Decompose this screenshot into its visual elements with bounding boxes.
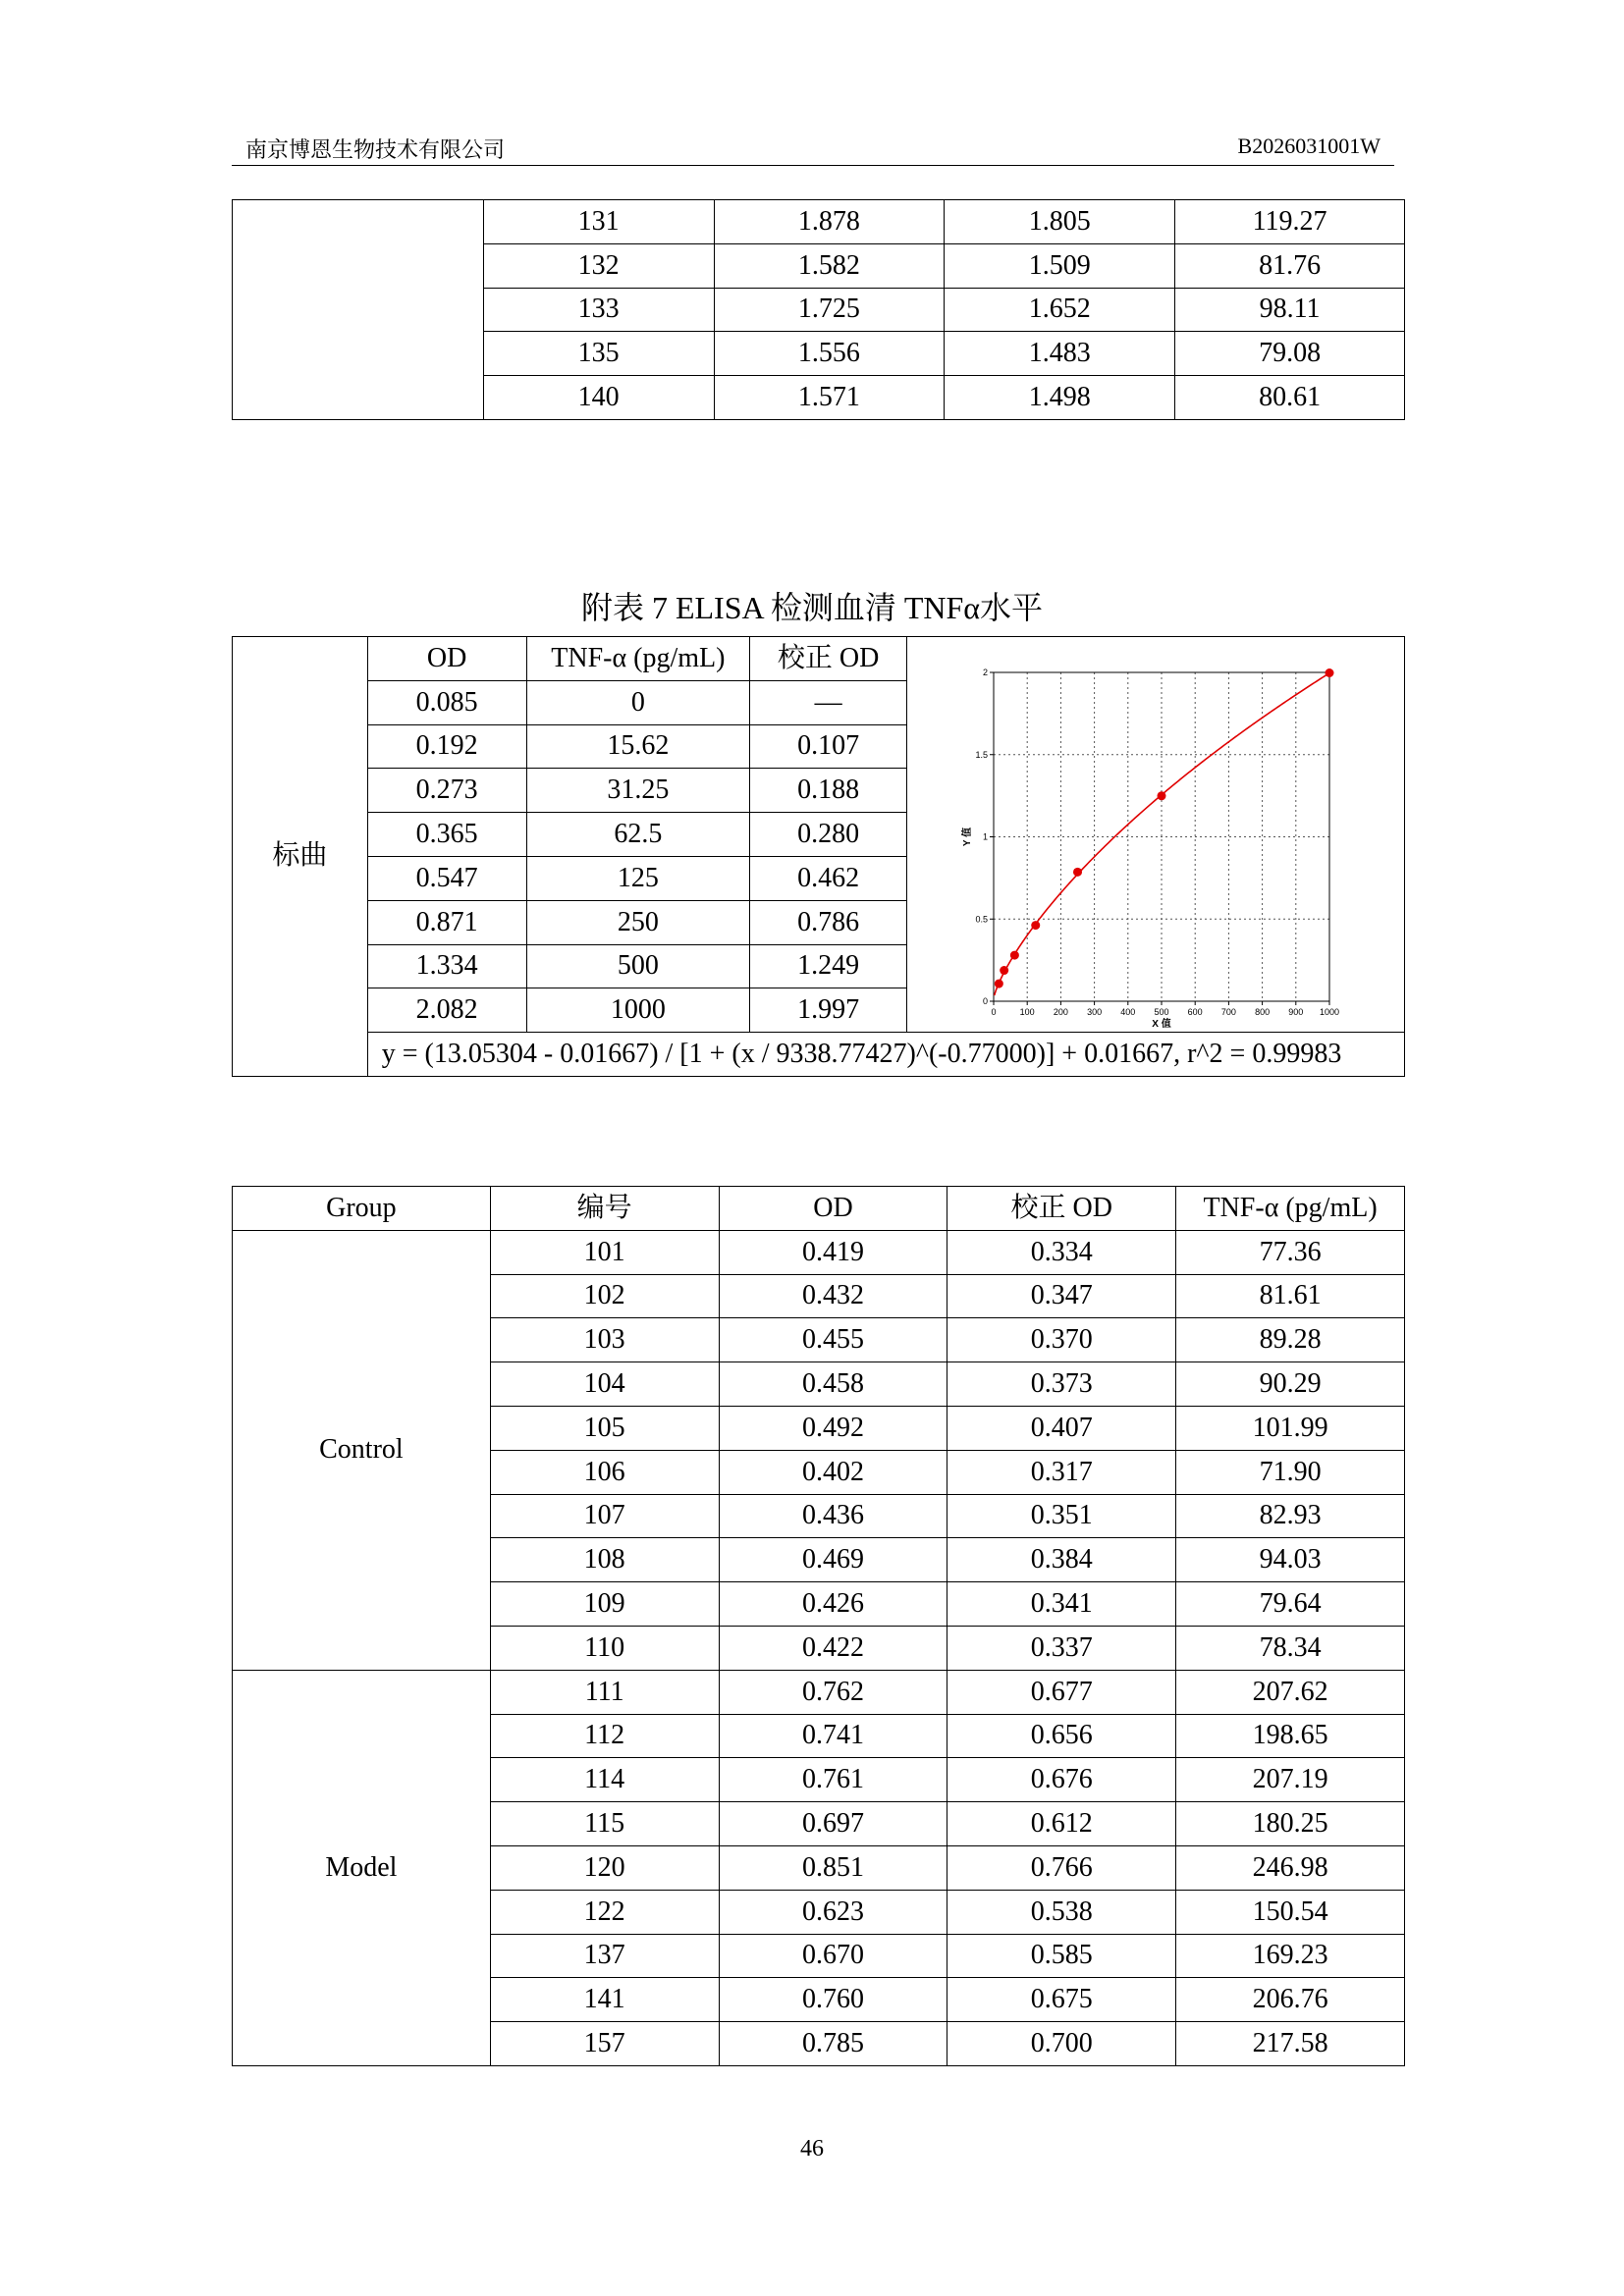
table-cell: 0.337 bbox=[947, 1626, 1176, 1670]
table-cell: 0.670 bbox=[719, 1934, 947, 1978]
column-header: TNF-α (pg/mL) bbox=[526, 637, 750, 681]
table-cell: 0.317 bbox=[947, 1450, 1176, 1494]
table-cell: 217.58 bbox=[1176, 2022, 1405, 2066]
table-cell: 2.082 bbox=[367, 988, 526, 1033]
group-label: Model bbox=[233, 1670, 491, 2065]
table-cell: 81.76 bbox=[1175, 243, 1405, 288]
table-cell: 0 bbox=[526, 680, 750, 724]
table-cell: 94.03 bbox=[1176, 1538, 1405, 1582]
x-tick-label: 800 bbox=[1255, 1006, 1271, 1017]
table-cell: 0.407 bbox=[947, 1406, 1176, 1450]
table-cell: 0.676 bbox=[947, 1758, 1176, 1802]
data-point bbox=[1157, 791, 1165, 800]
table-cell: 207.19 bbox=[1176, 1758, 1405, 1802]
fit-curve-line bbox=[995, 672, 1329, 994]
x-tick-label: 700 bbox=[1220, 1006, 1236, 1017]
table-cell: 0.426 bbox=[719, 1582, 947, 1627]
data-point bbox=[1010, 950, 1019, 959]
data-point bbox=[1325, 668, 1333, 677]
data-point bbox=[995, 979, 1003, 988]
table-cell: 31.25 bbox=[526, 769, 750, 813]
y-tick-label: 0.5 bbox=[975, 913, 988, 924]
page-number: 46 bbox=[800, 2136, 824, 2162]
table-cell: 0.351 bbox=[947, 1494, 1176, 1538]
table-cell: — bbox=[750, 680, 907, 724]
table-cell: 0.422 bbox=[719, 1626, 947, 1670]
table-cell: 105 bbox=[490, 1406, 719, 1450]
table-cell: 207.62 bbox=[1176, 1670, 1405, 1714]
table-cell: 0.492 bbox=[719, 1406, 947, 1450]
table-cell: 106 bbox=[490, 1450, 719, 1494]
x-tick-label: 500 bbox=[1154, 1006, 1169, 1017]
table-cell: 246.98 bbox=[1176, 1845, 1405, 1890]
table-cell: 0.547 bbox=[367, 856, 526, 900]
table-cell: 1.582 bbox=[714, 243, 945, 288]
table-cell: 0.462 bbox=[750, 856, 907, 900]
table-cell: 0.188 bbox=[750, 769, 907, 813]
table-cell: 115 bbox=[490, 1802, 719, 1846]
table-header-row bbox=[233, 637, 1405, 681]
table-cell: 112 bbox=[490, 1714, 719, 1758]
standard-curve-chart-cell bbox=[906, 637, 1404, 1033]
table-cell: 0.384 bbox=[947, 1538, 1176, 1582]
table-cell: 81.61 bbox=[1176, 1274, 1405, 1318]
table-cell: 1.498 bbox=[945, 376, 1175, 420]
table-cell: 111 bbox=[490, 1670, 719, 1714]
table-cell: 122 bbox=[490, 1890, 719, 1934]
table-cell: 120 bbox=[490, 1845, 719, 1890]
column-header: TNF-α (pg/mL) bbox=[1176, 1187, 1405, 1231]
table-cell: 0.455 bbox=[719, 1318, 947, 1362]
table-cell: 0.280 bbox=[750, 813, 907, 857]
x-tick-label: 200 bbox=[1053, 1006, 1068, 1017]
table-cell: 0.347 bbox=[947, 1274, 1176, 1318]
table-cell: 0.675 bbox=[947, 1978, 1176, 2022]
table-cell: 132 bbox=[483, 243, 714, 288]
table-cell: 206.76 bbox=[1176, 1978, 1405, 2022]
table-cell: 169.23 bbox=[1176, 1934, 1405, 1978]
table-cell: 1.725 bbox=[714, 288, 945, 332]
group-label: Control bbox=[233, 1230, 491, 1670]
table-cell: 198.65 bbox=[1176, 1714, 1405, 1758]
table-cell: 1.571 bbox=[714, 376, 945, 420]
table-cell: 0.785 bbox=[719, 2022, 947, 2066]
table-cell: 82.93 bbox=[1176, 1494, 1405, 1538]
fit-equation: y = (13.05304 - 0.01667) / [1 + (x / 9338.77427)^(-0.77000)] + 0.01667, r^2 = 0.99983 bbox=[367, 1033, 1404, 1077]
table-cell: 0.538 bbox=[947, 1890, 1176, 1934]
column-header: 编号 bbox=[490, 1187, 719, 1231]
table-cell: 0.432 bbox=[719, 1274, 947, 1318]
table-cell: 79.08 bbox=[1175, 332, 1405, 376]
page-header bbox=[232, 130, 1394, 166]
table-cell: 110 bbox=[490, 1626, 719, 1670]
table-cell: 0.656 bbox=[947, 1714, 1176, 1758]
table-cell: 0.334 bbox=[947, 1230, 1176, 1274]
document-id: B2026031001W bbox=[1237, 133, 1380, 158]
x-tick-label: 300 bbox=[1087, 1006, 1103, 1017]
table-cell: 0.697 bbox=[719, 1802, 947, 1846]
table-cell: 0.085 bbox=[367, 680, 526, 724]
table-cell: 1.652 bbox=[945, 288, 1175, 332]
table-cell: 250 bbox=[526, 900, 750, 944]
table-cell: 78.34 bbox=[1176, 1626, 1405, 1670]
table-cell: 0.762 bbox=[719, 1670, 947, 1714]
column-header: OD bbox=[367, 637, 526, 681]
table-cell: 0.341 bbox=[947, 1582, 1176, 1627]
y-tick-label: 1.5 bbox=[975, 749, 988, 760]
x-tick-label: 400 bbox=[1120, 1006, 1136, 1017]
table-cell: 0.192 bbox=[367, 724, 526, 769]
table-cell: 180.25 bbox=[1176, 1802, 1405, 1846]
table-cell: 0.612 bbox=[947, 1802, 1176, 1846]
table-cell: 0.436 bbox=[719, 1494, 947, 1538]
table-cell: 103 bbox=[490, 1318, 719, 1362]
table-cell: 150.54 bbox=[1176, 1890, 1405, 1934]
table-cell: 107 bbox=[490, 1494, 719, 1538]
table-cell: 102 bbox=[490, 1274, 719, 1318]
table-cell: 0.700 bbox=[947, 2022, 1176, 2066]
table-cell: 0.107 bbox=[750, 724, 907, 769]
data-point bbox=[1073, 867, 1082, 876]
table-cell: 101 bbox=[490, 1230, 719, 1274]
table-cell: 1.509 bbox=[945, 243, 1175, 288]
x-axis-label: X 值 bbox=[1152, 1018, 1171, 1029]
column-header: 校正 OD bbox=[947, 1187, 1176, 1231]
x-tick-label: 900 bbox=[1288, 1006, 1304, 1017]
table-cell: 1.878 bbox=[714, 200, 945, 244]
x-tick-label: 600 bbox=[1187, 1006, 1203, 1017]
table-cell: 141 bbox=[490, 1978, 719, 2022]
table-cell: 0.469 bbox=[719, 1538, 947, 1582]
table-cell: 0.373 bbox=[947, 1362, 1176, 1407]
y-tick-label: 1 bbox=[982, 831, 988, 842]
x-tick-label: 100 bbox=[1019, 1006, 1035, 1017]
table-cell: 0.761 bbox=[719, 1758, 947, 1802]
table-cell: 104 bbox=[490, 1362, 719, 1407]
table-cell: 119.27 bbox=[1175, 200, 1405, 244]
table-cell: 71.90 bbox=[1176, 1450, 1405, 1494]
table-cell: 0.871 bbox=[367, 900, 526, 944]
y-axis-label: Y 值 bbox=[961, 827, 973, 846]
table-cell: 0.786 bbox=[750, 900, 907, 944]
table-cell: 0.419 bbox=[719, 1230, 947, 1274]
column-header: OD bbox=[719, 1187, 947, 1231]
table-cell: 0.741 bbox=[719, 1714, 947, 1758]
table-cell: 0.851 bbox=[719, 1845, 947, 1890]
table-cell: 62.5 bbox=[526, 813, 750, 857]
table-cell: 101.99 bbox=[1176, 1406, 1405, 1450]
table-cell: 98.11 bbox=[1175, 288, 1405, 332]
y-tick-label: 2 bbox=[982, 667, 988, 677]
x-tick-label: 0 bbox=[991, 1006, 997, 1017]
table-cell: 79.64 bbox=[1176, 1582, 1405, 1627]
column-header: Group bbox=[233, 1187, 491, 1231]
table-cell: 0.273 bbox=[367, 769, 526, 813]
x-tick-label: 1000 bbox=[1319, 1006, 1339, 1017]
table-cell: 1.249 bbox=[750, 944, 907, 988]
table-cell: 500 bbox=[526, 944, 750, 988]
table-cell: 114 bbox=[490, 1758, 719, 1802]
table-cell: 157 bbox=[490, 2022, 719, 2066]
table-cell: 0.766 bbox=[947, 1845, 1176, 1890]
table-cell: 125 bbox=[526, 856, 750, 900]
table-cell: 0.585 bbox=[947, 1934, 1176, 1978]
table-cell: 131 bbox=[483, 200, 714, 244]
table-cell: 1.483 bbox=[945, 332, 1175, 376]
table-row bbox=[233, 1230, 1405, 1274]
table-cell: 80.61 bbox=[1175, 376, 1405, 420]
table-cell: 0.370 bbox=[947, 1318, 1176, 1362]
table-cell: 90.29 bbox=[1176, 1362, 1405, 1407]
company-name: 南京博恩生物技术有限公司 bbox=[245, 137, 506, 162]
table-cell: 133 bbox=[483, 288, 714, 332]
table-cell: 0.365 bbox=[367, 813, 526, 857]
table-row bbox=[233, 1670, 1405, 1714]
table-cell: 1.334 bbox=[367, 944, 526, 988]
table-header-row bbox=[233, 1187, 1405, 1231]
table-caption: 附表 7 ELISA 检测血清 TNFα水平 bbox=[580, 590, 1044, 625]
group-cell-empty bbox=[233, 200, 484, 420]
table-cell: 0.760 bbox=[719, 1978, 947, 2022]
column-header: 校正 OD bbox=[750, 637, 907, 681]
data-point bbox=[1000, 966, 1008, 975]
table-cell: 137 bbox=[490, 1934, 719, 1978]
sample-results-table bbox=[232, 1186, 1405, 2066]
table-cell: 15.62 bbox=[526, 724, 750, 769]
group-label-standard: 标曲 bbox=[233, 637, 368, 1077]
table-cell: 109 bbox=[490, 1582, 719, 1627]
standard-curve-table bbox=[232, 636, 1405, 1077]
data-point bbox=[1031, 921, 1040, 930]
table-row bbox=[233, 200, 1405, 244]
continued-data-table bbox=[232, 199, 1405, 420]
table-cell: 1.556 bbox=[714, 332, 945, 376]
table-cell: 135 bbox=[483, 332, 714, 376]
table-cell: 0.402 bbox=[719, 1450, 947, 1494]
table-cell: 77.36 bbox=[1176, 1230, 1405, 1274]
equation-row bbox=[233, 1033, 1405, 1077]
table-cell: 1000 bbox=[526, 988, 750, 1033]
table-cell: 108 bbox=[490, 1538, 719, 1582]
table-cell: 0.677 bbox=[947, 1670, 1176, 1714]
table-cell: 1.997 bbox=[750, 988, 907, 1033]
table-cell: 140 bbox=[483, 376, 714, 420]
table-cell: 0.458 bbox=[719, 1362, 947, 1407]
table-cell: 0.623 bbox=[719, 1890, 947, 1934]
table-cell: 89.28 bbox=[1176, 1318, 1405, 1362]
table-cell: 1.805 bbox=[945, 200, 1175, 244]
y-tick-label: 0 bbox=[982, 995, 988, 1006]
standard-curve-chart bbox=[907, 641, 1403, 1029]
